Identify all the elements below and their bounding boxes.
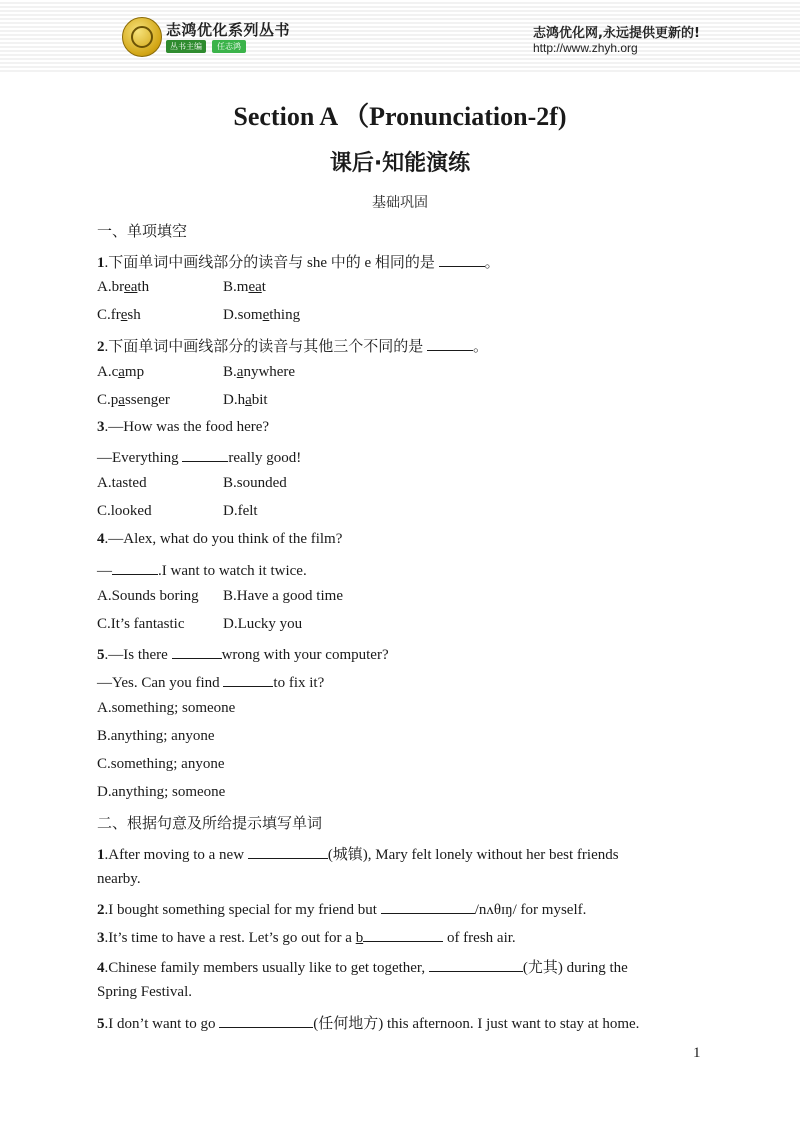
option-text: thing <box>269 307 301 323</box>
option-text: B.m <box>223 279 249 295</box>
option-c[interactable]: C.looked <box>97 503 152 519</box>
question-number: 1 <box>97 847 105 863</box>
question-text: really good! <box>228 450 302 466</box>
answer-blank[interactable] <box>172 644 222 659</box>
option-c[interactable]: C.something; anyone <box>97 756 225 772</box>
option-a[interactable]: A.tasted <box>97 475 147 491</box>
site-slogan: 志鸿优化网,永远提供更新的! <box>533 26 700 41</box>
option-text: B. <box>223 364 237 380</box>
question-stem: .—How was the food here? <box>104 419 270 435</box>
option-text: th <box>137 279 150 295</box>
question-number: 3 <box>97 419 105 435</box>
question-3-line2 <box>97 447 301 467</box>
question-number: 4 <box>97 960 105 976</box>
option-d[interactable]: D.Lucky you <box>223 616 303 632</box>
underlined-letters: e <box>120 307 128 323</box>
answer-blank[interactable] <box>112 560 158 575</box>
question-text: — <box>97 563 112 579</box>
question-number: 5 <box>97 647 105 663</box>
underlined-letters: e <box>262 307 270 323</box>
question-text: .I want to watch it twice. <box>158 563 307 579</box>
answer-blank[interactable] <box>429 957 523 972</box>
question-stem-end: wrong with your computer? <box>221 647 389 663</box>
page-number: 1 <box>693 1045 701 1061</box>
option-d[interactable] <box>223 392 268 409</box>
underlined-letters: ea <box>124 279 138 295</box>
answer-blank[interactable] <box>182 447 228 462</box>
question-number: 2 <box>97 339 105 355</box>
answer-blank[interactable] <box>427 336 473 351</box>
question-2 <box>97 335 488 356</box>
question-text: (尤其) during the <box>522 960 628 976</box>
answer-blank[interactable] <box>248 844 328 859</box>
question-5-line2 <box>97 672 324 692</box>
fill-question-5 <box>97 1012 639 1033</box>
hint-letter: b <box>355 930 364 946</box>
answer-blank[interactable] <box>381 899 475 914</box>
option-text: bit <box>251 392 268 408</box>
question-text: of fresh air. <box>443 930 516 946</box>
question-4-line2 <box>97 560 307 580</box>
question-text: —Yes. Can you find <box>97 675 224 691</box>
underlined-letters: ea <box>248 279 262 295</box>
option-text: sh <box>127 307 141 323</box>
question-stem: .下面单词中画线部分的读音与 she 中的 e 相同的是 <box>104 255 439 271</box>
question-text: .After moving to a new <box>104 847 248 863</box>
answer-blank[interactable] <box>223 672 273 687</box>
option-a[interactable] <box>97 279 149 296</box>
option-a[interactable] <box>97 364 144 381</box>
question-stem: .—Is there <box>104 647 172 663</box>
fill-question-4-cont: Spring Festival. <box>97 984 193 1000</box>
question-text: .I don’t want to go <box>104 1016 220 1032</box>
question-text: .It’s time to have a rest. Let’s go out for a <box>104 930 356 946</box>
fill-question-4 <box>97 956 628 977</box>
question-text: .I bought something special for my friend but <box>104 902 381 918</box>
question-text: (任何地方) this afternoon. I just want to stay at home. <box>313 1016 640 1032</box>
option-text: ssenger <box>124 392 170 408</box>
brand-title: 志鸿优化系列丛书 <box>166 21 291 39</box>
option-text: C.fr <box>97 307 121 323</box>
section-heading: 基础巩固 <box>372 195 428 211</box>
question-number: 2 <box>97 902 105 918</box>
question-number: 4 <box>97 531 105 547</box>
question-text: /nʌθɪŋ/ for myself. <box>474 902 587 918</box>
question-stem-end: 。 <box>484 255 500 271</box>
underlined-letters: a <box>118 392 125 408</box>
brand-logo <box>122 17 162 57</box>
part1-heading: 一、单项填空 <box>97 222 188 240</box>
part2-heading: 二、根据句意及所给提示填写单词 <box>97 814 323 832</box>
option-text: t <box>261 279 266 295</box>
question-number: 1 <box>97 255 105 271</box>
header-banner <box>0 0 800 72</box>
question-1 <box>97 251 500 272</box>
answer-blank[interactable] <box>219 1013 313 1028</box>
question-number: 3 <box>97 930 105 946</box>
option-d[interactable]: D.anything; someone <box>97 784 226 800</box>
option-text: C.p <box>97 392 119 408</box>
question-stem-end: 。 <box>473 339 489 355</box>
option-b[interactable] <box>223 279 266 296</box>
option-b[interactable] <box>223 364 295 381</box>
answer-blank[interactable] <box>439 252 485 267</box>
question-3 <box>97 419 269 436</box>
brand-editor: 任志鸿 <box>212 40 246 53</box>
question-text: —Everything <box>97 450 183 466</box>
option-a[interactable]: A.Sounds boring <box>97 588 199 604</box>
question-number: 5 <box>97 1016 105 1032</box>
option-d[interactable]: D.felt <box>223 503 258 519</box>
underlined-letters: a <box>118 364 125 380</box>
question-4 <box>97 531 342 548</box>
underlined-letters: a <box>236 364 244 380</box>
option-text: A.br <box>97 279 125 295</box>
option-c[interactable] <box>97 307 141 324</box>
option-b[interactable]: B.anything; anyone <box>97 728 215 744</box>
option-a[interactable]: A.something; someone <box>97 700 236 716</box>
answer-blank[interactable] <box>363 927 443 942</box>
option-text: nywhere <box>243 364 296 380</box>
page-title: Section A （Pronunciation-2f) <box>233 102 567 131</box>
fill-question-1-cont: nearby. <box>97 871 141 887</box>
question-5 <box>97 644 389 664</box>
fill-question-1 <box>97 843 619 864</box>
question-stem: .下面单词中画线部分的读音与其他三个不同的是 <box>104 339 428 355</box>
site-url[interactable]: http://www.zhyh.org <box>533 41 638 55</box>
underlined-letters: a <box>245 392 252 408</box>
question-text: to fix it? <box>273 675 325 691</box>
question-text: .Chinese family members usually like to get together, <box>104 960 429 976</box>
option-d[interactable] <box>223 307 300 324</box>
option-text: D.h <box>223 392 246 408</box>
option-b[interactable]: B.Have a good time <box>223 588 343 604</box>
fill-question-3 <box>97 927 516 947</box>
option-text: D.som <box>223 307 263 323</box>
option-c[interactable]: C.It’s fantastic <box>97 616 185 632</box>
question-stem: .—Alex, what do you think of the film? <box>104 531 343 547</box>
brand-sub: 丛书主编 <box>166 40 206 53</box>
option-c[interactable] <box>97 392 170 409</box>
option-text: A.c <box>97 364 119 380</box>
option-b[interactable]: B.sounded <box>223 475 287 491</box>
question-text: (城镇), Mary felt lonely without her best friends <box>327 847 619 863</box>
page-subtitle: 课后·知能演练 <box>329 151 471 176</box>
option-text: mp <box>124 364 145 380</box>
fill-question-2 <box>97 899 586 919</box>
